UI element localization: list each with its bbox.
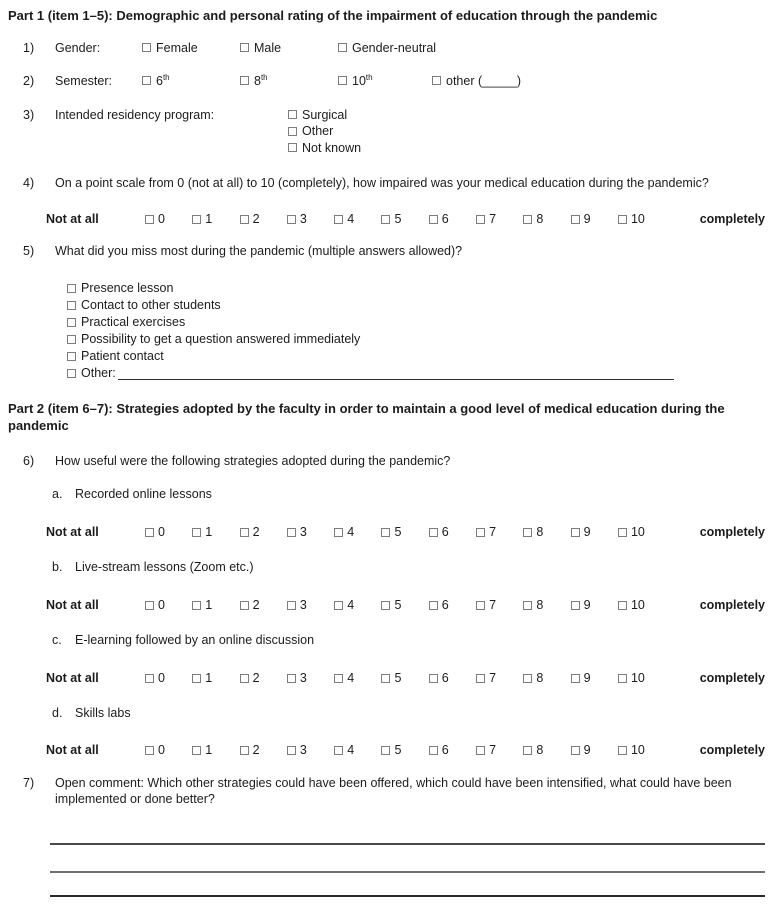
scale-value-label: 9	[583, 743, 591, 757]
scale-option-3	[287, 524, 307, 540]
checkbox-icon[interactable]	[287, 528, 296, 537]
option-label: Not known	[302, 140, 362, 155]
question-text: What did you miss most during the pandemic (multiple answers allowed)?	[55, 244, 463, 258]
checkbox-icon[interactable]	[571, 215, 580, 224]
question-number: 5)	[23, 244, 35, 258]
scale-option-2	[240, 742, 260, 758]
scale-option-1	[192, 742, 212, 758]
option-gender-neutral	[338, 40, 436, 56]
option-presence-lesson	[67, 280, 768, 297]
scale-option-6	[429, 742, 449, 758]
question-label: Intended residency program:	[55, 107, 215, 122]
checkbox-icon[interactable]	[67, 284, 76, 293]
question-number: 7)	[23, 776, 35, 790]
scale-value-label: 2	[252, 743, 260, 757]
scale-option-8	[523, 742, 543, 758]
scale-left-label: Not at all	[46, 212, 99, 226]
comment-line-1[interactable]	[50, 843, 765, 845]
scale-value-label: 5	[394, 525, 402, 539]
rating-scale-q6a	[0, 524, 768, 540]
strategy-letter: a.	[52, 487, 63, 501]
scale-value-label: 4	[347, 743, 355, 757]
scale-value-label: 3	[299, 598, 307, 612]
scale-value-label: 6	[441, 743, 449, 757]
checkbox-icon[interactable]	[145, 674, 154, 683]
scale-option-10	[618, 524, 645, 540]
scale-value-label: 10	[630, 671, 645, 685]
scale-value-label: 5	[394, 598, 402, 612]
scale-value-label: 6	[441, 525, 449, 539]
checkbox-icon[interactable]	[67, 301, 76, 310]
option-label: 10th	[352, 72, 373, 88]
checkbox-icon[interactable]	[523, 528, 532, 537]
scale-option-7	[476, 597, 496, 613]
option-other-write-in	[67, 365, 768, 382]
checkbox-icon[interactable]	[571, 601, 580, 610]
question-5-missed	[0, 243, 768, 259]
option-label: Gender-neutral	[352, 40, 437, 55]
checkbox-icon[interactable]	[432, 76, 441, 85]
checkbox-icon[interactable]	[142, 76, 151, 85]
scale-value-label: 1	[205, 212, 213, 226]
scale-option-5	[381, 670, 401, 686]
scale-value-label: 0	[158, 525, 165, 539]
checkbox-icon[interactable]	[334, 528, 343, 537]
scale-option-4	[334, 524, 354, 540]
option-label: Other	[302, 124, 334, 138]
checkbox-icon[interactable]	[192, 674, 201, 683]
checkbox-icon[interactable]	[476, 215, 485, 224]
scale-option-10	[618, 670, 645, 686]
option-label: Female	[156, 40, 198, 55]
checkbox-icon[interactable]	[334, 746, 343, 755]
scale-option-6	[429, 211, 449, 227]
scale-value-label: 9	[583, 525, 591, 539]
checkbox-icon[interactable]	[523, 674, 532, 683]
checkbox-icon[interactable]	[618, 674, 627, 683]
scale-option-9	[571, 742, 591, 758]
scale-option-9	[571, 670, 591, 686]
checkbox-icon[interactable]	[429, 746, 438, 755]
scale-option-7	[476, 211, 496, 227]
strategy-letter: d.	[52, 706, 63, 720]
scale-option-2	[240, 524, 260, 540]
strategy-b	[0, 559, 768, 575]
scale-value-label: 0	[158, 212, 165, 226]
option-label: 8th	[254, 72, 268, 88]
strategy-letter: c.	[52, 633, 62, 647]
question-3-residency	[0, 107, 768, 157]
scale-option-7	[476, 524, 496, 540]
checkbox-icon[interactable]	[381, 746, 390, 755]
checkbox-icon[interactable]	[338, 43, 347, 52]
scale-option-0	[145, 597, 165, 613]
scale-value-label: 4	[347, 212, 355, 226]
question-number: 4)	[23, 176, 35, 190]
scale-value-label: 10	[630, 525, 645, 539]
scale-value-label: 6	[441, 671, 449, 685]
scale-option-10	[618, 211, 645, 227]
scale-option-6	[429, 670, 449, 686]
scale-value-label: 5	[394, 671, 402, 685]
strategy-label: Skills labs	[75, 706, 131, 720]
scale-value-label: 5	[394, 212, 402, 226]
option-question-answered	[67, 331, 768, 348]
scale-value-label: 7	[489, 671, 497, 685]
checkbox-icon[interactable]	[476, 674, 485, 683]
scale-option-5	[381, 742, 401, 758]
checkbox-icon[interactable]	[67, 335, 76, 344]
checkbox-icon[interactable]	[287, 746, 296, 755]
scale-option-5	[381, 211, 401, 227]
checkbox-icon[interactable]	[287, 215, 296, 224]
scale-value-label: 9	[583, 598, 591, 612]
scale-option-6	[429, 597, 449, 613]
question-7-open-comment	[0, 775, 768, 807]
question-text: Open comment: Which other strategies could have been offered, which could have been intensified, what could have been implemented or done better?	[55, 776, 732, 806]
scale-value-label: 10	[630, 212, 645, 226]
scale-value-label: 4	[347, 671, 355, 685]
scale-value-label: 3	[299, 671, 307, 685]
checkbox-icon[interactable]	[571, 746, 580, 755]
question-text: How useful were the following strategies adopted during the pandemic?	[55, 454, 451, 468]
scale-option-3	[287, 670, 307, 686]
scale-option-7	[476, 670, 496, 686]
scale-value-label: 2	[252, 525, 260, 539]
strategy-letter: b.	[52, 560, 63, 574]
option-practical-exercises	[67, 314, 768, 331]
scale-value-label: 8	[536, 743, 544, 757]
checkbox-icon[interactable]	[618, 528, 627, 537]
checkbox-icon[interactable]	[192, 746, 201, 755]
checkbox-icon[interactable]	[381, 674, 390, 683]
scale-option-2	[240, 670, 260, 686]
scale-value-label: 4	[347, 525, 355, 539]
option-other	[288, 123, 361, 140]
option-label: 6th	[156, 72, 170, 88]
option-patient-contact	[67, 348, 768, 365]
scale-option-3	[287, 597, 307, 613]
scale-value-label: 7	[489, 743, 497, 757]
scale-left-label: Not at all	[46, 598, 99, 612]
question-number: 3)	[23, 107, 35, 122]
checkbox-icon[interactable]	[476, 601, 485, 610]
scale-option-9	[571, 211, 591, 227]
checkbox-icon[interactable]	[145, 746, 154, 755]
checkbox-icon[interactable]	[240, 674, 249, 683]
question-label: Gender:	[55, 40, 101, 55]
scale-option-1	[192, 670, 212, 686]
scale-value-label: 6	[441, 598, 449, 612]
scale-value-label: 1	[205, 743, 213, 757]
comment-line-3[interactable]	[50, 895, 765, 897]
checkbox-icon[interactable]	[145, 528, 154, 537]
scale-option-4	[334, 597, 354, 613]
scale-option-10	[618, 597, 645, 613]
scale-value-label: 1	[205, 671, 213, 685]
scale-option-1	[192, 524, 212, 540]
part2-heading: Part 2 (item 6–7): Strategies adopted by the faculty in order to maintain a good level of medical education during the pandemic	[8, 401, 725, 433]
checkbox-icon[interactable]	[571, 528, 580, 537]
checkbox-icon[interactable]	[240, 76, 249, 85]
scale-value-label: 8	[536, 671, 544, 685]
checkbox-icon[interactable]	[192, 528, 201, 537]
checkbox-icon[interactable]	[240, 528, 249, 537]
scale-value-label: 0	[158, 671, 165, 685]
scale-value-label: 7	[489, 525, 497, 539]
scale-options	[145, 742, 645, 758]
scale-option-8	[523, 524, 543, 540]
checkbox-icon[interactable]	[618, 746, 627, 755]
scale-option-5	[381, 524, 401, 540]
scale-value-label: 2	[252, 671, 260, 685]
scale-option-9	[571, 524, 591, 540]
checkbox-icon[interactable]	[381, 215, 390, 224]
checkbox-icon[interactable]	[240, 215, 249, 224]
scale-value-label: 9	[583, 212, 591, 226]
option-10th	[338, 73, 432, 89]
scale-option-3	[287, 211, 307, 227]
checkbox-icon[interactable]	[288, 143, 297, 152]
checkbox-icon[interactable]	[618, 601, 627, 610]
scale-value-label: 1	[205, 598, 213, 612]
strategy-label: Recorded online lessons	[75, 487, 212, 501]
scale-value-label: 1	[205, 525, 213, 539]
scale-value-label: 3	[299, 743, 307, 757]
scale-option-4	[334, 670, 354, 686]
question-number: 2)	[23, 73, 35, 88]
scale-option-5	[381, 597, 401, 613]
checkbox-icon[interactable]	[381, 601, 390, 610]
rating-scale-q4	[0, 211, 768, 227]
question-6-strategies	[0, 453, 768, 469]
scale-options	[145, 597, 645, 613]
option-8th	[240, 73, 338, 89]
checkbox-icon[interactable]	[192, 601, 201, 610]
scale-left-label: Not at all	[46, 671, 99, 685]
checkbox-icon[interactable]	[287, 674, 296, 683]
option-male	[240, 40, 338, 56]
checkbox-icon[interactable]	[334, 601, 343, 610]
checkbox-icon[interactable]	[145, 601, 154, 610]
option-label: Surgical	[302, 107, 348, 122]
scale-option-0	[145, 742, 165, 758]
checkbox-icon[interactable]	[192, 215, 201, 224]
option-label: Possibility to get a question answered immediately	[81, 332, 361, 346]
scale-value-label: 7	[489, 598, 497, 612]
strategy-c	[0, 632, 768, 648]
question-label: Semester:	[55, 73, 112, 88]
scale-value-label: 3	[299, 525, 307, 539]
checkbox-icon[interactable]	[67, 318, 76, 327]
scale-option-6	[429, 524, 449, 540]
checkbox-icon[interactable]	[334, 674, 343, 683]
question-text: On a point scale from 0 (not at all) to 10 (completely), how impaired was your medical education during the pandemic?	[55, 176, 709, 190]
scale-value-label: 2	[252, 212, 260, 226]
scale-value-label: 9	[583, 671, 591, 685]
checkbox-icon[interactable]	[429, 601, 438, 610]
scale-value-label: 0	[158, 598, 165, 612]
rating-scale-q6d	[0, 742, 768, 758]
scale-option-0	[145, 670, 165, 686]
scale-option-8	[523, 597, 543, 613]
scale-option-8	[523, 670, 543, 686]
scale-option-2	[240, 211, 260, 227]
question-1-gender	[0, 40, 768, 56]
checkbox-icon[interactable]	[523, 601, 532, 610]
checkbox-icon[interactable]	[429, 528, 438, 537]
scale-value-label: 2	[252, 598, 260, 612]
checkbox-icon[interactable]	[618, 215, 627, 224]
option-surgical	[288, 107, 361, 124]
checkbox-icon[interactable]	[571, 674, 580, 683]
option-other-semester	[432, 73, 521, 89]
option-6th	[142, 73, 240, 89]
strategy-d	[0, 705, 768, 721]
checkbox-icon[interactable]	[240, 746, 249, 755]
scale-option-8	[523, 211, 543, 227]
scale-option-7	[476, 742, 496, 758]
scale-right-label: completely	[699, 525, 765, 539]
scale-option-1	[192, 211, 212, 227]
checkbox-icon[interactable]	[338, 76, 347, 85]
scale-option-2	[240, 597, 260, 613]
scale-value-label: 8	[536, 212, 544, 226]
scale-value-label: 6	[441, 212, 449, 226]
option-not-known	[288, 140, 361, 157]
checkbox-icon[interactable]	[523, 215, 532, 224]
rating-scale-q6b	[0, 597, 768, 613]
scale-options	[145, 524, 645, 540]
scale-left-label: Not at all	[46, 525, 99, 539]
comment-line-2[interactable]	[50, 871, 765, 873]
checkbox-icon[interactable]	[145, 215, 154, 224]
checkbox-icon[interactable]	[240, 601, 249, 610]
checkbox-icon[interactable]	[288, 110, 297, 119]
option-label: Presence lesson	[81, 281, 174, 295]
scale-value-label: 3	[299, 212, 307, 226]
checkbox-icon[interactable]	[429, 215, 438, 224]
scale-value-label: 4	[347, 598, 355, 612]
scale-options	[145, 670, 645, 686]
checkbox-icon[interactable]	[381, 528, 390, 537]
checkbox-icon[interactable]	[476, 746, 485, 755]
checkbox-icon[interactable]	[523, 746, 532, 755]
other-write-in-line[interactable]	[118, 368, 674, 380]
scale-value-label: 8	[536, 525, 544, 539]
scale-option-3	[287, 742, 307, 758]
option-label: Contact to other students	[81, 298, 221, 312]
scale-option-4	[334, 211, 354, 227]
checkbox-icon[interactable]	[240, 43, 249, 52]
checkbox-icon[interactable]	[476, 528, 485, 537]
checkbox-icon[interactable]	[288, 127, 297, 136]
strategy-label: E-learning followed by an online discussion	[75, 633, 315, 647]
scale-value-label: 10	[630, 598, 645, 612]
checkbox-icon[interactable]	[287, 601, 296, 610]
option-label: Practical exercises	[81, 315, 186, 329]
scale-left-label: Not at all	[46, 743, 99, 757]
scale-value-label: 0	[158, 743, 165, 757]
option-female	[142, 40, 240, 56]
question-number: 6)	[23, 454, 35, 468]
checkbox-icon[interactable]	[67, 369, 76, 378]
scale-right-label: completely	[699, 598, 765, 612]
checkbox-icon[interactable]	[429, 674, 438, 683]
scale-option-1	[192, 597, 212, 613]
checkbox-icon[interactable]	[67, 352, 76, 361]
scale-value-label: 8	[536, 598, 544, 612]
question-2-semester	[0, 73, 768, 89]
strategy-a	[0, 486, 768, 502]
strategy-label: Live-stream lessons (Zoom etc.)	[75, 560, 254, 574]
question-5-options	[0, 280, 768, 382]
scale-value-label: 5	[394, 743, 402, 757]
scale-right-label: completely	[699, 671, 765, 685]
option-label: other (_____)	[446, 73, 522, 88]
question-number: 1)	[23, 40, 35, 55]
option-label: Other:	[81, 366, 116, 380]
scale-option-0	[145, 211, 165, 227]
checkbox-icon[interactable]	[334, 215, 343, 224]
part1-heading: Part 1 (item 1–5): Demographic and personal rating of the impairment of education through the pandemic	[8, 8, 658, 23]
scale-option-0	[145, 524, 165, 540]
option-label: Male	[254, 40, 282, 55]
scale-value-label: 7	[489, 212, 497, 226]
option-contact-students	[67, 297, 768, 314]
scale-options	[145, 211, 645, 227]
checkbox-icon[interactable]	[142, 43, 151, 52]
scale-right-label: completely	[699, 743, 765, 757]
scale-option-9	[571, 597, 591, 613]
scale-value-label: 10	[630, 743, 645, 757]
rating-scale-q6c	[0, 670, 768, 686]
scale-right-label: completely	[699, 212, 765, 226]
option-label: Patient contact	[81, 349, 164, 363]
scale-option-4	[334, 742, 354, 758]
scale-option-10	[618, 742, 645, 758]
residency-options	[288, 107, 361, 157]
question-4-impairment	[0, 175, 768, 191]
